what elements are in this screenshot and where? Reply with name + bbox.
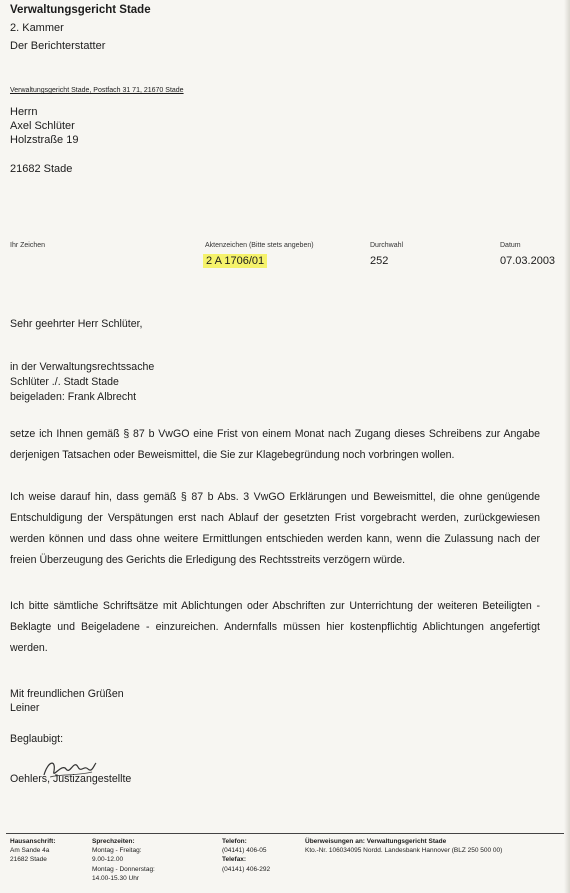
footer-address-line1: Am Sande 4a — [10, 847, 50, 854]
case-intro: in der Verwaltungsrechtssache — [10, 361, 155, 373]
footer-phone-value: (04141) 406-05 — [222, 847, 267, 854]
extension-value: 252 — [370, 255, 389, 267]
return-address: Verwaltungsgericht Stade, Postfach 31 71, 21670 Stade — [10, 87, 184, 94]
footer-fax-label: Telefax: — [222, 856, 247, 863]
paragraph-copies: Ich bitte sämtliche Schriftsätze mit Ablichtungen oder Abschriften zur Unterrichtung der weiteren Beteiligten - Beklagte und Beigeladene - einzureichen. Andernfalls müssen hier kostenpflichtig Ablichtungen angefertigt werden. — [10, 600, 540, 654]
certified-label: Beglaubigt: — [10, 733, 64, 745]
file-ref-value — [203, 255, 267, 267]
your-ref-label: Ihr Zeichen — [10, 242, 46, 249]
footer-address-label: Hausanschrift: — [10, 838, 56, 845]
recipient-salutation: Herrn — [10, 106, 38, 118]
recipient-name: Axel Schlüter — [10, 120, 75, 132]
footer-address-line2: 21682 Stade — [10, 856, 47, 863]
closing: Mit freundlichen Grüßen — [10, 688, 124, 700]
greeting: Sehr geehrter Herr Schlüter, — [10, 318, 143, 330]
case-parties: Schlüter ./. Stadt Stade — [10, 376, 119, 388]
case-joined: beigeladen: Frank Albrecht — [10, 391, 137, 403]
footer-hours-line4: 14.00-15.30 Uhr — [92, 875, 139, 882]
footer-hours-line2: 9.00-12.00 — [92, 856, 124, 863]
court-name: Verwaltungsgericht Stade — [10, 4, 151, 16]
date-value: 07.03.2003 — [500, 255, 556, 267]
file-ref-label: Aktenzeichen (Bitte stets angeben) — [205, 242, 314, 249]
paragraph-deadline: setze ich Ihnen gemäß § 87 b VwGO eine Frist von einem Monat nach Zugang dieses Schreibens zur Angabe derjenigen Tatsachen oder Beweismittel, die Sie zur Klagebegründung noch vorbringen wollen. — [10, 428, 540, 461]
sender-role: Der Berichterstatter — [10, 40, 106, 52]
chamber: 2. Kammer — [10, 22, 64, 34]
footer-bank-label: Überweisungen an: Verwaltungsgericht Stade — [305, 838, 447, 845]
date-label: Datum — [500, 242, 521, 249]
footer-phone-label: Telefon: — [222, 838, 247, 845]
recipient-city: 21682 Stade — [10, 163, 73, 175]
footer-hours-line1: Montag - Freitag: — [92, 847, 142, 854]
footer-hours-line3: Montag - Donnerstag: — [92, 866, 155, 873]
footer-bank-value: Kto.-Nr. 106034095 Nordd. Landesbank Hannover (BLZ 250 500 00) — [305, 847, 503, 854]
footer-hours-label: Sprechzeiten: — [92, 838, 135, 845]
file-ref-highlight: 2 A 1706/01 — [203, 254, 267, 268]
scan-edge-shadow — [564, 0, 570, 893]
extension-label: Durchwahl — [370, 242, 404, 249]
paragraph-notice: Ich weise darauf hin, dass gemäß § 87 b Abs. 3 VwGO Erklärungen und Beweismittel, die ohne genügende Entschuldigung der Verspätungen erst nach Ablauf der gesetzten Frist vorgebracht werden, zurückgewiesen werden können und dass ohne weitere Ermittlungen entschieden werden kann, wenn die Zulassung nach der freien Überzeugung des Gerichts die Erledigung des Rechtsstreits verzögern würde. — [10, 491, 540, 566]
footer-fax-value: (04141) 406-292 — [222, 866, 271, 873]
certifier: Oehlers, Justizangestellte — [10, 773, 132, 785]
recipient-street: Holzstraße 19 — [10, 134, 79, 146]
footer-divider — [6, 833, 566, 834]
signer: Leiner — [10, 702, 40, 714]
